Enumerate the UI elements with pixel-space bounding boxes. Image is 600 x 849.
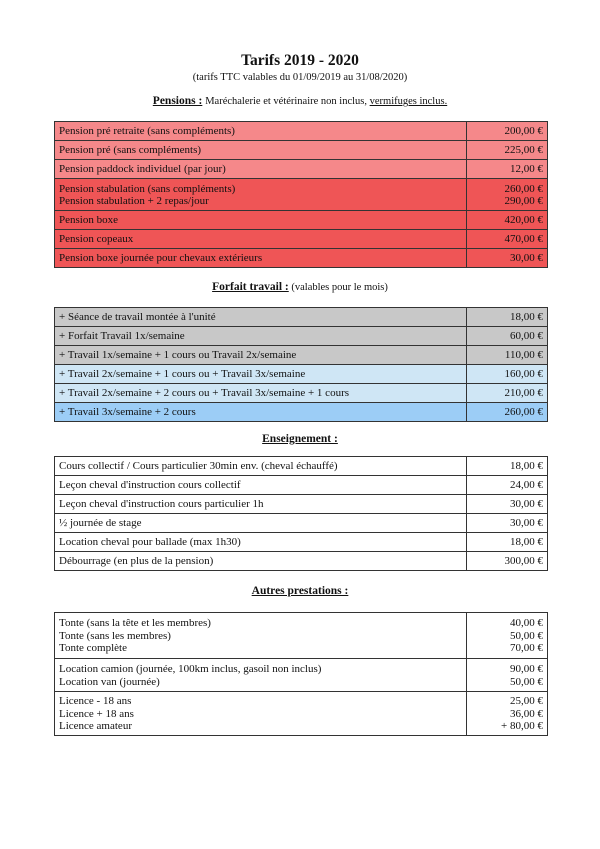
price-value: 420,00 € [467,211,548,230]
table-row [55,230,548,249]
pensions-note-plain: Maréchalerie et vétérinaire non inclus, [205,96,370,107]
price-value: 160,00 € [467,365,548,384]
price-value: 90,00 € 50,00 € [467,659,548,692]
pensions-heading-label: Pensions : [152,95,203,107]
table-row [55,122,548,141]
price-value: 60,00 € [467,327,548,346]
page-title: Tarifs 2019 - 2020 [241,52,359,69]
table-row [55,613,548,659]
table-row [55,346,548,365]
price-value: 12,00 € [467,160,548,179]
price-value: 260,00 € [467,403,548,422]
price-value: 24,00 € [467,476,548,495]
pensions-note-underlined: vermifuges inclus. [369,96,448,107]
table-row [55,659,548,692]
pensions-table [54,121,548,268]
price-value: 30,00 € [467,495,548,514]
price-label: Location cheval pour ballade (max 1h30) [55,533,467,552]
price-label: Pension pré retraite (sans compléments) [55,122,467,141]
price-label: + Travail 2x/semaine + 2 cours ou + Travail 3x/semaine + 1 cours [55,384,467,403]
price-label: Licence - 18 ans Licence + 18 ans Licence amateur [55,692,467,736]
price-label: Leçon cheval d'instruction cours particulier 1h [55,495,467,514]
table-row [55,179,548,211]
price-label: Pension boxe [55,211,467,230]
price-value: 470,00 € [467,230,548,249]
price-value: 18,00 € [467,457,548,476]
price-label: Cours collectif / Cours particulier 30min env. (cheval échauffé) [55,457,467,476]
price-label: + Travail 2x/semaine + 1 cours ou + Travail 3x/semaine [55,365,467,384]
table-row [55,533,548,552]
price-label: Leçon cheval d'instruction cours collectif [55,476,467,495]
price-value: 225,00 € [467,141,548,160]
table-row [55,476,548,495]
enseignement-heading [0,433,600,445]
price-label: Pension pré (sans compléments) [55,141,467,160]
price-label: Pension copeaux [55,230,467,249]
price-label: Pension stabulation (sans compléments) Pension stabulation + 2 repas/jour [55,179,467,211]
price-value: 18,00 € [467,533,548,552]
table-row [55,495,548,514]
price-label: + Travail 1x/semaine + 1 cours ou Travail 2x/semaine [55,346,467,365]
price-label: Location camion (journée, 100km inclus, gasoil non inclus) Location van (journée) [55,659,467,692]
price-value: 30,00 € [467,249,548,268]
price-value: 200,00 € [467,122,548,141]
table-row [55,514,548,533]
forfait-heading [0,281,600,293]
pensions-heading [0,95,600,107]
forfait-table [54,307,548,422]
price-label: Débourrage (en plus de la pension) [55,552,467,571]
autres-table [54,612,548,736]
price-label: Pension paddock individuel (par jour) [55,160,467,179]
enseignement-heading-label: Enseignement : [262,433,338,445]
table-row [55,457,548,476]
price-value: 25,00 € 36,00 € + 80,00 € [467,692,548,736]
table-row [55,160,548,179]
pensions-note [205,96,447,107]
price-value: 110,00 € [467,346,548,365]
price-label: Tonte (sans la tête et les membres) Tonte (sans les membres) Tonte complète [55,613,467,659]
table-row [55,141,548,160]
price-value: 210,00 € [467,384,548,403]
autres-heading-label: Autres prestations : [251,585,349,597]
price-value: 18,00 € [467,308,548,327]
price-value: 300,00 € [467,552,548,571]
forfait-note: (valables pour le mois) [288,282,388,293]
table-row [55,552,548,571]
autres-heading [0,585,600,597]
table-row [55,211,548,230]
table-row [55,308,548,327]
table-row [55,403,548,422]
price-label: + Séance de travail montée à l'unité [55,308,467,327]
price-value: 260,00 € 290,00 € [467,179,548,211]
price-label: ½ journée de stage [55,514,467,533]
table-row [55,327,548,346]
table-row [55,384,548,403]
price-value: 30,00 € [467,514,548,533]
table-row [55,692,548,736]
page-subtitle: (tarifs TTC valables du 01/09/2019 au 31/08/2020) [192,72,408,83]
forfait-heading-label: Forfait travail : [212,281,289,293]
price-label: Pension boxe journée pour chevaux extérieurs [55,249,467,268]
enseignement-table [54,456,548,571]
table-row [55,365,548,384]
price-value: 40,00 € 50,00 € 70,00 € [467,613,548,659]
price-label: + Forfait Travail 1x/semaine [55,327,467,346]
price-label: + Travail 3x/semaine + 2 cours [55,403,467,422]
table-row [55,249,548,268]
